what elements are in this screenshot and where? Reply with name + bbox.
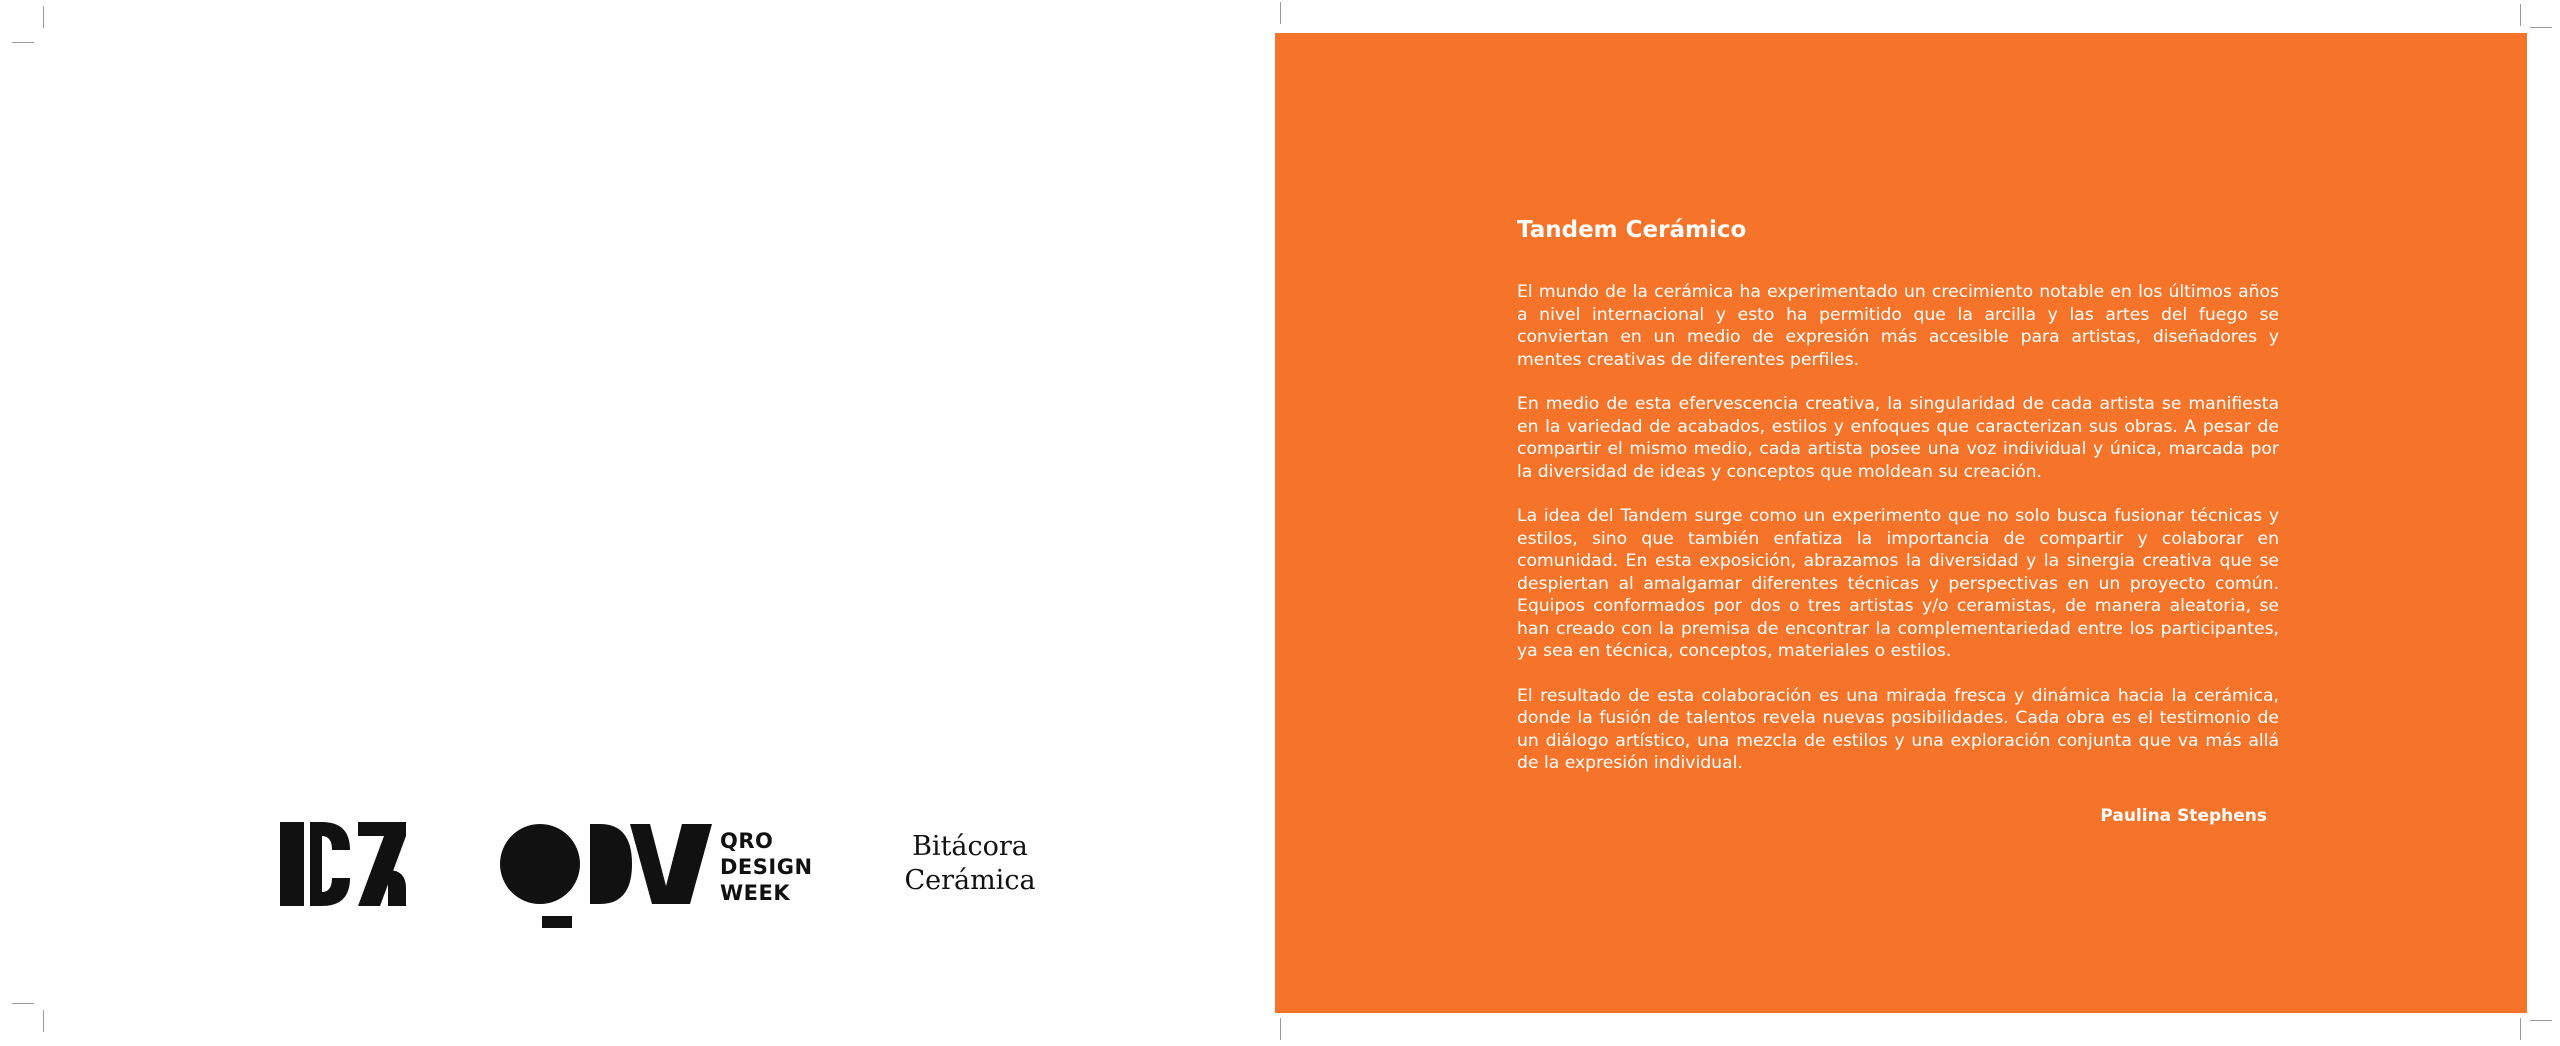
qdw-line-3: WEEK [720, 881, 791, 905]
paragraph: La idea del Tandem surge como un experimento que no solo busca fusionar técnicas y estilos, sino que también enfatiza la importancia de compartir y colaborar en comunidad. En esta exposición, abrazamos la diversidad y la sinergia creativa que se despiertan al amalgamar diferentes técnicas y perspectivas en un proyecto común. Equipos conformados por dos o tres artistas y/o ceramistas, de manera aleatoria, se han creado con la premisa de encontrar la complementariedad entre los participantes, ya sea en técnica, conceptos, materiales o estilos. [1517, 506, 2279, 661]
qdw-logo-mark [500, 824, 712, 928]
bitacora-line-2: Cerámica [904, 865, 1036, 896]
page-title: Tandem Cerámico [1517, 217, 1747, 243]
text-block [1517, 215, 2279, 827]
crop-mark [1280, 1018, 1281, 1040]
bitacora-ceramica-logo [900, 830, 1040, 898]
author-signature: Paulina Stephens [2100, 805, 2267, 826]
crop-mark [2520, 4, 2521, 26]
paragraph: El mundo de la cerámica ha experimentado un crecimiento notable en los últimos años a nivel internacional y esto ha permitido que la arcilla y las artes del fuego se conviertan en un medio de expresión más accesible para artistas, diseñadores y mentes creativas de diferentes perfiles. [1517, 282, 2279, 370]
right-page [1275, 33, 2527, 1013]
brand-logo-1 [280, 822, 406, 906]
left-page [0, 0, 1275, 1046]
qdw-line-1: QRO [720, 829, 774, 853]
qdw-line-2: DESIGN [720, 855, 813, 879]
paragraph: El resultado de esta colaboración es una mirada fresca y dinámica hacia la cerámica, donde la fusión de talentos revela nuevas posibilidades. Cada obra es el testimonio de un diálogo artístico, una mezcla de estilos y una exploración conjunta que va más allá de la expresión individual. [1517, 685, 2279, 773]
crop-mark [2530, 1020, 2552, 1021]
paragraph: En medio de esta efervescencia creativa, la singularidad de cada artista se manifiesta en la variedad de acabados, estilos y enfoques que caracterizan sus obras. A pesar de compartir el mismo medio, cada artista posee una voz individual y única, marcada por la diversidad de ideas y conceptos que moldean su creación. [1517, 394, 2279, 482]
crop-mark [1280, 2, 1281, 24]
crop-mark [2530, 27, 2552, 28]
bitacora-line-1: Bitácora [912, 831, 1028, 862]
crop-mark [2520, 1018, 2521, 1040]
qdw-logo-wordmark [720, 828, 813, 906]
